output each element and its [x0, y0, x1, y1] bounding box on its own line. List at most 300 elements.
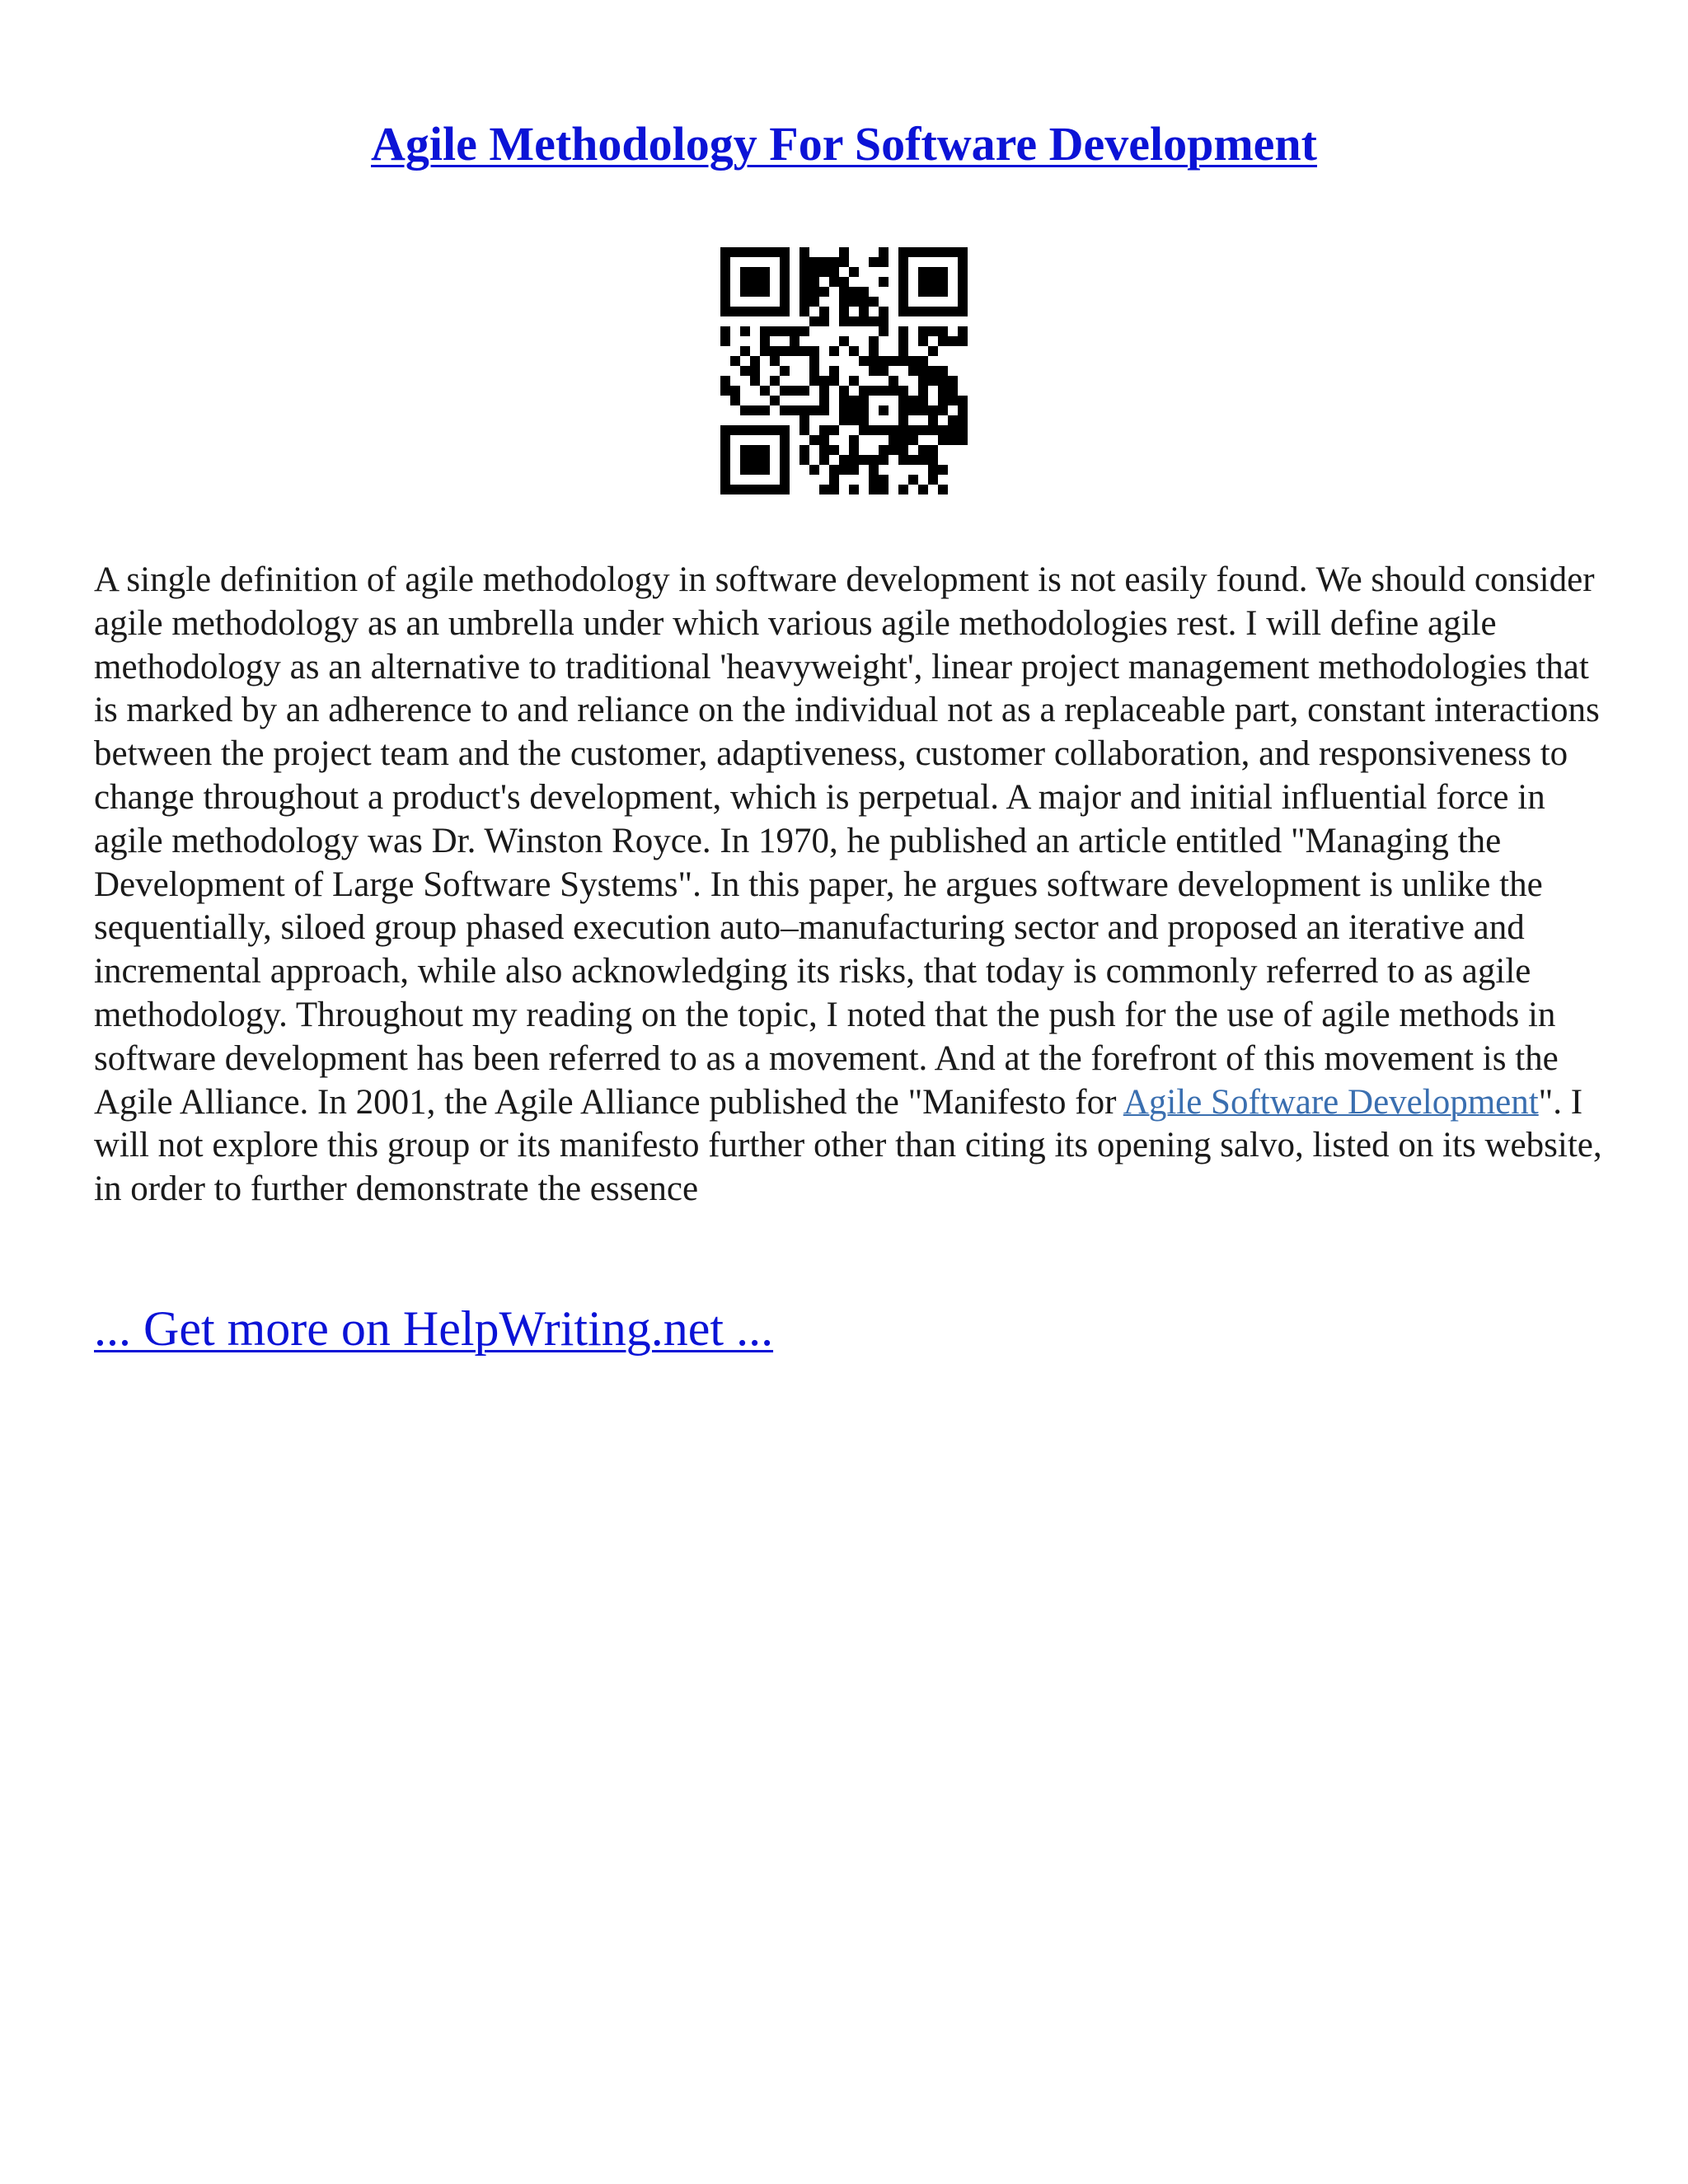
qr-module [750, 307, 760, 316]
qr-module [720, 386, 730, 396]
qr-module [928, 346, 938, 356]
qr-module [720, 455, 730, 465]
qr-module [770, 485, 780, 494]
qr-module [740, 277, 750, 287]
qr-module [918, 336, 928, 346]
qr-module [829, 465, 839, 475]
qr-module [839, 257, 849, 267]
qr-module [898, 405, 908, 415]
qr-module [839, 297, 849, 307]
qr-module [869, 485, 879, 494]
qr-module [948, 435, 958, 445]
qr-module [879, 277, 889, 287]
qr-module [809, 316, 819, 326]
qr-module [958, 425, 968, 435]
qr-module [740, 445, 750, 455]
qr-module [849, 267, 859, 277]
qr-module [720, 267, 730, 277]
qr-module [790, 405, 799, 415]
qr-module [908, 435, 918, 445]
qr-module [819, 425, 829, 435]
qr-module [849, 316, 859, 326]
qr-module [918, 247, 928, 257]
qr-code-icon [720, 247, 968, 494]
qr-module [918, 307, 928, 316]
qr-module [889, 425, 898, 435]
qr-module [799, 386, 809, 396]
qr-module [720, 257, 730, 267]
qr-module [879, 455, 889, 465]
qr-module [938, 435, 948, 445]
qr-module [720, 485, 730, 494]
qr-module [770, 425, 780, 435]
qr-module [958, 336, 968, 346]
qr-module [879, 386, 889, 396]
qr-module [750, 455, 760, 465]
qr-module [809, 435, 819, 445]
qr-module [819, 376, 829, 386]
qr-module [849, 346, 859, 356]
qr-module [730, 356, 740, 366]
qr-module [938, 366, 948, 376]
qr-module [740, 247, 750, 257]
qr-module [918, 366, 928, 376]
qr-module [740, 455, 750, 465]
qr-module [780, 326, 790, 336]
qr-module [720, 336, 730, 346]
qr-module [869, 475, 879, 485]
qr-module [770, 307, 780, 316]
qr-module [898, 257, 908, 267]
qr-module [809, 257, 819, 267]
inline-link-agile-software-development[interactable]: Agile Software Development [1123, 1082, 1539, 1122]
qr-module [879, 366, 889, 376]
qr-module [799, 257, 809, 267]
qr-module [829, 376, 839, 386]
qr-module [859, 316, 869, 326]
qr-module [869, 366, 879, 376]
qr-module [720, 326, 730, 336]
qr-module [948, 336, 958, 346]
qr-module [898, 307, 908, 316]
qr-module [928, 405, 938, 415]
qr-module [829, 475, 839, 485]
qr-module [740, 287, 750, 297]
qr-module [780, 485, 790, 494]
qr-module [740, 465, 750, 475]
qr-module [740, 346, 750, 356]
qr-module [918, 485, 928, 494]
qr-module [799, 267, 809, 277]
title-link[interactable]: Agile Methodology For Software Development [371, 117, 1317, 171]
qr-module [839, 316, 849, 326]
qr-module [958, 396, 968, 405]
qr-module [869, 455, 879, 465]
qr-module [889, 356, 898, 366]
qr-module [849, 376, 859, 386]
qr-module [750, 277, 760, 287]
qr-module [819, 316, 829, 326]
qr-module [790, 386, 799, 396]
qr-module [780, 346, 790, 356]
qr-module [750, 465, 760, 475]
qr-module [908, 366, 918, 376]
qr-module [938, 485, 948, 494]
qr-module [898, 277, 908, 287]
qr-module [760, 336, 770, 346]
qr-module [958, 287, 968, 297]
qr-module [799, 415, 809, 425]
qr-module [889, 435, 898, 445]
get-more-link[interactable]: ... Get more on HelpWriting.net ... [94, 1301, 774, 1356]
qr-module [879, 485, 889, 494]
qr-module [760, 326, 770, 336]
qr-module [760, 307, 770, 316]
qr-module [780, 267, 790, 277]
qr-module [958, 297, 968, 307]
qr-module [918, 267, 928, 277]
qr-module [770, 247, 780, 257]
qr-module [720, 297, 730, 307]
qr-module [780, 366, 790, 376]
qr-module [938, 267, 948, 277]
qr-module [760, 267, 770, 277]
qr-module [898, 425, 908, 435]
qr-module [918, 356, 928, 366]
qr-module [770, 356, 780, 366]
qr-module [780, 247, 790, 257]
qr-module [809, 376, 819, 386]
qr-module [780, 297, 790, 307]
qr-module [859, 307, 869, 316]
qr-module [879, 445, 889, 455]
qr-module [908, 396, 918, 405]
qr-module [918, 326, 928, 336]
qr-module [869, 346, 879, 356]
qr-module [879, 247, 889, 257]
qr-module [938, 386, 948, 396]
qr-module [819, 405, 829, 415]
qr-module [740, 405, 750, 415]
qr-module [849, 405, 859, 415]
qr-module [740, 307, 750, 316]
qr-module [839, 396, 849, 405]
qr-module [928, 425, 938, 435]
article-paragraph [94, 559, 1602, 1212]
qr-module [780, 277, 790, 287]
qr-module [849, 435, 859, 445]
qr-module [760, 485, 770, 494]
qr-module [819, 396, 829, 405]
qr-module [720, 307, 730, 316]
qr-module [898, 445, 908, 455]
qr-module [730, 485, 740, 494]
qr-module [938, 307, 948, 316]
qr-module [859, 425, 869, 435]
qr-module [948, 415, 958, 425]
qr-module [799, 247, 809, 257]
qr-module [780, 257, 790, 267]
qr-module [938, 376, 948, 386]
qr-module [780, 287, 790, 297]
qr-module [869, 297, 879, 307]
qr-module [839, 277, 849, 287]
qr-module [790, 336, 799, 346]
qr-module [859, 455, 869, 465]
qr-module [799, 326, 809, 336]
qr-module [799, 346, 809, 356]
qr-module [780, 405, 790, 415]
qr-module [760, 465, 770, 475]
qr-module [918, 277, 928, 287]
qr-module [938, 287, 948, 297]
qr-module [898, 287, 908, 297]
qr-module [918, 455, 928, 465]
qr-module [938, 277, 948, 287]
qr-module [918, 445, 928, 455]
qr-module [958, 435, 968, 445]
qr-module [948, 247, 958, 257]
qr-module [898, 455, 908, 465]
qr-module [898, 326, 908, 336]
qr-module [859, 386, 869, 396]
qr-module [760, 405, 770, 415]
qr-module [869, 336, 879, 346]
qr-module [809, 287, 819, 297]
qr-module [819, 445, 829, 455]
qr-module [928, 277, 938, 287]
paragraph-text-after-link: ". I will not explore this group or its manifesto further other than citing its opening salvo, listed on its website, in order to further demonstrate the essence [94, 1082, 1602, 1209]
qr-module [750, 425, 760, 435]
paragraph-text-before-link: A single definition of agile methodology in software development is not easily found. We should consider agile methodology as an umbrella under which various agile methodologies rest. I will define agile methodology as an alternative to traditional 'heavyweight', linear project management methodologies that is marked by an adherence to and reliance on the individual not as a replaceable part, constant interactions between the project team and the customer, adaptiveness, customer collaboration, and responsiveness to change throughout a product's development, which is perpetual. A major and initial influential force in agile methodology was Dr. Winston Royce. In 1970, he published an article entitled "Managing the Development of Large Software Systems". In this paper, he argues software development is unlike the sequentially, siloed group phased execution auto–manufacturing sector and proposed an iterative and incremental approach, while also acknowledging its risks, that today is commonly referred to as agile methodology. Throughout my reading on the topic, I noted that the push for the use of agile methods in software development has been referred to as a movement. And at the forefront of this movement is the Agile Alliance. In 2001, the Agile Alliance published the "Manifesto for [94, 560, 1600, 1122]
qr-module [790, 326, 799, 336]
qr-module [898, 247, 908, 257]
qr-module [760, 346, 770, 356]
qr-module [898, 297, 908, 307]
qr-module [898, 356, 908, 366]
qr-code-graphic [720, 247, 968, 494]
qr-module [958, 257, 968, 267]
qr-module [928, 267, 938, 277]
qr-module [898, 396, 908, 405]
qr-module [750, 376, 760, 386]
qr-module [849, 415, 859, 425]
qr-module [809, 277, 819, 287]
qr-module [750, 356, 760, 366]
qr-module [819, 267, 829, 277]
qr-module [948, 396, 958, 405]
qr-module [720, 277, 730, 287]
qr-module [869, 356, 879, 366]
qr-module [928, 445, 938, 455]
qr-module [918, 376, 928, 386]
qr-module [809, 267, 819, 277]
qr-module [799, 445, 809, 455]
qr-module [958, 267, 968, 277]
qr-module [938, 336, 948, 346]
qr-module [819, 435, 829, 445]
qr-module [740, 326, 750, 336]
qr-module [928, 326, 938, 336]
qr-module [938, 326, 948, 336]
qr-module [809, 346, 819, 356]
qr-module [730, 425, 740, 435]
qr-module [750, 445, 760, 455]
qr-module [809, 366, 819, 376]
qr-module [720, 287, 730, 297]
qr-module [750, 247, 760, 257]
qr-module [849, 465, 859, 475]
qr-module [799, 307, 809, 316]
qr-module [898, 346, 908, 356]
qr-module [720, 445, 730, 455]
qr-module [740, 267, 750, 277]
qr-module [908, 405, 918, 415]
qr-module [849, 485, 859, 494]
qr-module [928, 475, 938, 485]
qr-module [750, 287, 760, 297]
qr-module [928, 366, 938, 376]
qr-module [720, 425, 730, 435]
qr-module [958, 307, 968, 316]
qr-module [898, 485, 908, 494]
qr-module [760, 247, 770, 257]
qr-module [869, 465, 879, 475]
qr-module [948, 386, 958, 396]
qr-module [829, 445, 839, 455]
qr-module [898, 435, 908, 445]
qr-module [869, 257, 879, 267]
qr-module [730, 307, 740, 316]
qr-module [908, 356, 918, 366]
qr-module [780, 475, 790, 485]
qr-module [958, 405, 968, 415]
qr-module [780, 445, 790, 455]
qr-module [760, 277, 770, 287]
qr-module [819, 257, 829, 267]
qr-module [809, 465, 819, 475]
qr-module [839, 415, 849, 425]
qr-module [839, 465, 849, 475]
qr-module [760, 287, 770, 297]
qr-module [720, 247, 730, 257]
qr-module [809, 297, 819, 307]
qr-module [799, 425, 809, 435]
qr-module [879, 307, 889, 316]
qr-module [849, 396, 859, 405]
qr-module [958, 415, 968, 425]
qr-module [928, 247, 938, 257]
qr-module [770, 396, 780, 405]
page-title [0, 115, 1688, 173]
qr-module [908, 425, 918, 435]
get-more-container [94, 1299, 773, 1358]
qr-module [879, 326, 889, 336]
qr-module [948, 425, 958, 435]
qr-module [760, 425, 770, 435]
qr-module [948, 307, 958, 316]
qr-module [859, 356, 869, 366]
qr-module [879, 257, 889, 267]
qr-module [780, 307, 790, 316]
qr-module [849, 287, 859, 297]
qr-module [928, 376, 938, 386]
qr-module [839, 247, 849, 257]
qr-module [760, 445, 770, 455]
qr-module [908, 307, 918, 316]
qr-module [849, 297, 859, 307]
qr-module [809, 405, 819, 415]
qr-module [839, 455, 849, 465]
qr-module [799, 277, 809, 287]
qr-module [760, 455, 770, 465]
qr-module [770, 376, 780, 386]
qr-module [879, 356, 889, 366]
qr-module [898, 415, 908, 425]
qr-module [938, 465, 948, 475]
qr-module [918, 396, 928, 405]
qr-module [819, 455, 829, 465]
qr-module [829, 277, 839, 287]
qr-module [839, 405, 849, 415]
qr-module [948, 376, 958, 386]
qr-module [849, 455, 859, 465]
qr-module [859, 297, 869, 307]
qr-module [918, 405, 928, 415]
qr-module [928, 455, 938, 465]
qr-module [869, 316, 879, 326]
qr-module [928, 465, 938, 475]
qr-module [958, 247, 968, 257]
qr-module [829, 257, 839, 267]
qr-module [908, 247, 918, 257]
qr-module [730, 386, 740, 396]
qr-module [799, 287, 809, 297]
qr-module [829, 267, 839, 277]
qr-module [730, 396, 740, 405]
qr-module [750, 485, 760, 494]
qr-module [889, 376, 898, 386]
qr-module [750, 405, 760, 415]
qr-module [918, 287, 928, 297]
qr-module [760, 386, 770, 396]
qr-module [879, 316, 889, 326]
qr-module [958, 326, 968, 336]
qr-module [730, 247, 740, 257]
qr-module [740, 366, 750, 376]
qr-module [908, 475, 918, 485]
qr-module [938, 247, 948, 257]
qr-module [819, 307, 829, 316]
qr-module [839, 386, 849, 396]
qr-module [898, 386, 908, 396]
qr-module [879, 425, 889, 435]
qr-module [829, 425, 839, 435]
qr-module [958, 277, 968, 287]
qr-module [879, 475, 889, 485]
qr-module [859, 396, 869, 405]
qr-module [859, 405, 869, 415]
qr-module [809, 356, 819, 366]
qr-module [869, 386, 879, 396]
qr-module [938, 405, 948, 415]
qr-module [898, 336, 908, 346]
qr-module [918, 425, 928, 435]
qr-module [839, 307, 849, 316]
qr-module [938, 425, 948, 435]
qr-module [780, 435, 790, 445]
qr-module [869, 425, 879, 435]
